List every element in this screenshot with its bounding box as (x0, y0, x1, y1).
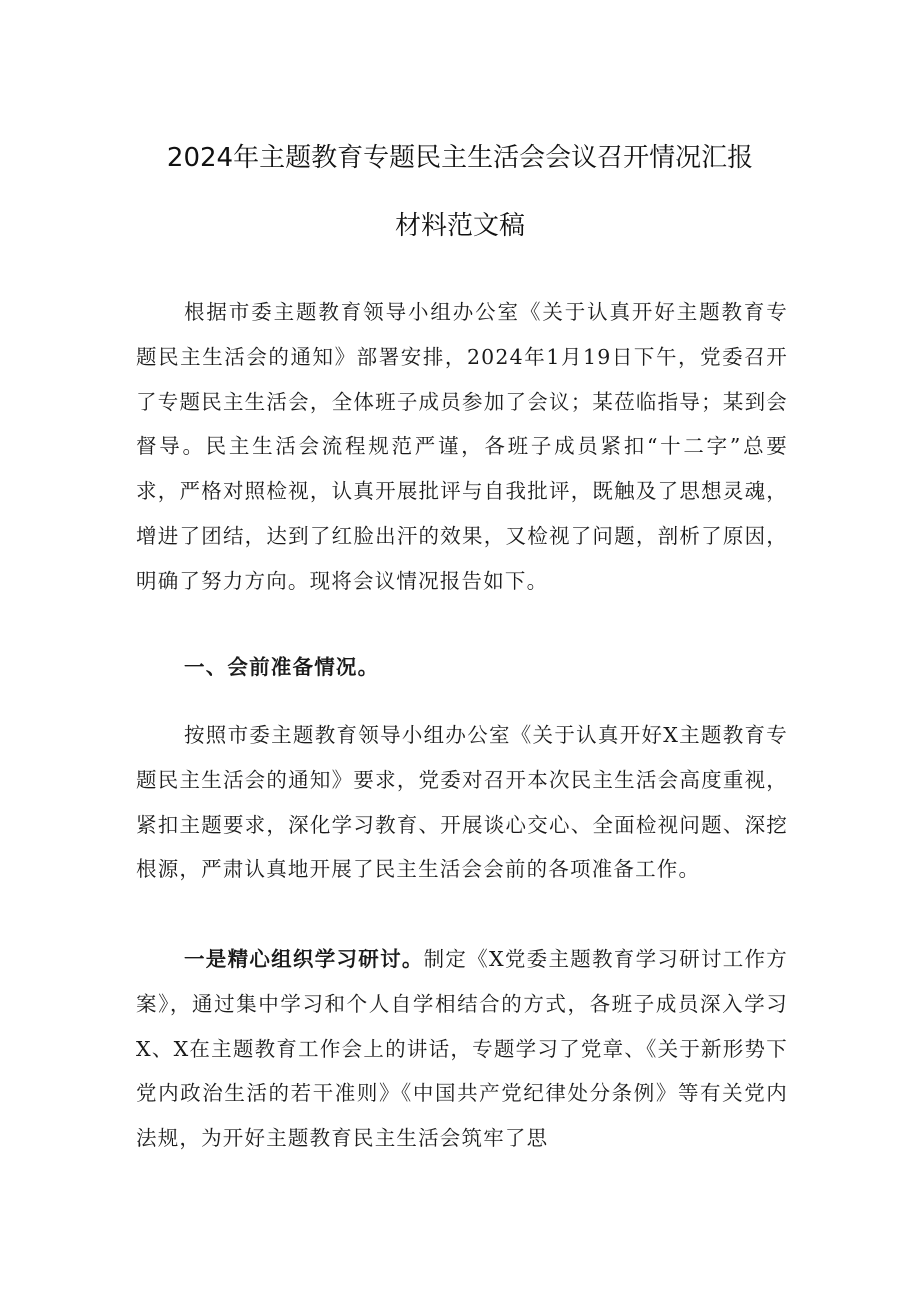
paragraph-study (136, 937, 788, 1161)
paragraph-study-lead: 一是精心组织学习研讨。 (184, 947, 424, 971)
section-heading-preparation: 一、会前准备情况。 (184, 655, 380, 679)
paragraph-intro: 根据市委主题教育领导小组办公室《关于认真开好主题教育专题民主生活会的通知》部署安排，2024年1月19日下午，党委召开了专题民主生活会，全体班子成员参加了会议；某莅临指导；某到会督导。民主生活会流程规范严谨，各班子成员紧扣“十二字”总要求，严格对照检视，认真开展批评与自我批评，既触及了思想灵魂，增进了团结，达到了红脸出汗的效果，又检视了问题，剖析了原因，明确了努力方向。现将会议情况报告如下。 (136, 300, 788, 593)
document-title-line-1: 2024年主题教育专题民主生活会会议召开情况汇报 (166, 143, 754, 173)
document-title-line-2: 材料范文稿 (394, 211, 525, 241)
paragraph-preparation: 按照市委主题教育领导小组办公室《关于认真开好X主题教育专题民主生活会的通知》要求，党委对召开本次民主生活会高度重视，紧扣主题要求，深化学习教育、开展谈心交心、全面检视问题、深挖根源，严肃认真地开展了民主生活会会前的各项准备工作。 (136, 723, 788, 882)
paragraph-study-body: 制定《X党委主题教育学习研讨工作方案》，通过集中学习和个人自学相结合的方式，各班子成员深入学习X、X在主题教育工作会上的讲话，专题学习了党章、《关于新形势下党内政治生活的若干准则》《中国共产党纪律处分条例》等有关党内法规，为开好主题教育民主生活会筑牢了思 (136, 947, 788, 1151)
